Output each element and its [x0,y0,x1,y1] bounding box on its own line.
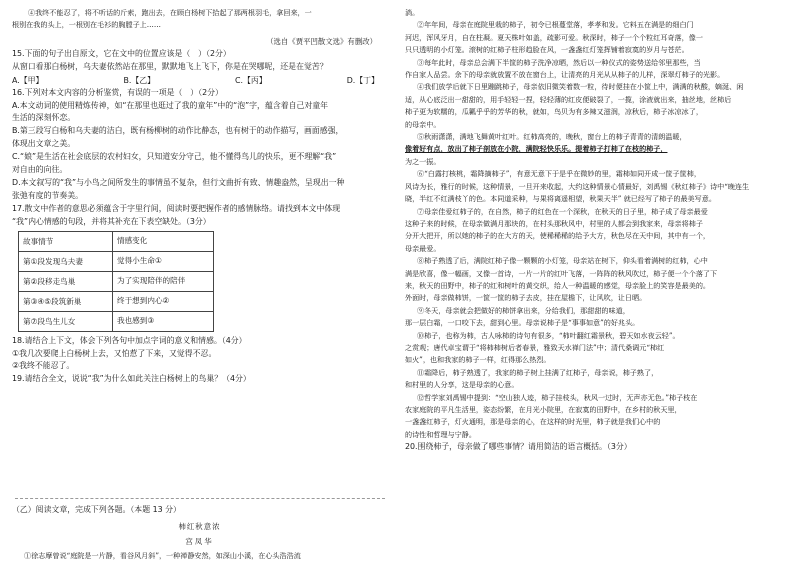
table-cell[interactable]: 觉得小生命① [113,251,214,271]
question-20: 20.围绕柿子，母亲做了哪些事情？请用简洁的语言概括。（3分） [405,442,632,452]
passage-b-line: 作自家人品尝。余下的母亲就放置不放在窗台上，让清亮的月光从从柿子的儿样，深翠灯柿子的光影。 [405,70,725,80]
passage-b-title: 柿红秋意浓 [178,521,221,531]
passage-b-para8: ⑧柿子熟透了后，满院红柿子像一颗颗的小灯笼，母亲站在树下，仰头看着满树的红柿，心中 [417,256,708,266]
passage-a-para4-line1: ④我终不能忍了，将不听话的斤索，跑出去，在顾白杨树下拾起了那两根羽毛，拿回来，一 [28,8,312,17]
table-cell[interactable]: 我也感到③ [113,311,214,331]
table-cell[interactable]: 终于想到内心② [113,291,214,311]
table-row [19,271,214,291]
table-header-cell: 故事情节 [19,231,113,251]
passage-b-para4: ④我们放学后就下日里蹦跳柿子，母亲依旧微笑着数一粒，待时便挂在小筐上中，满满的秋酸，嫡涎、闲 [417,82,744,92]
passage-b-line: 适，从心底泛出一甜甜的，用手轻轻一捏，轻轻薄的红皮便破裂了，一揽，涂液就出来，抽丝地，丝柿后 [405,94,732,104]
passage-b-para9: ⑨冬天，母亲就会把做好的柿饼拿出来，分给我们，那甜甜的味道， [417,305,630,315]
passage-b-line: 这种子来的时候，在母亲做满月那块的，在村头那秋风中，村里的人都会到我家来，母亲将柿子 [405,218,703,228]
question-18-item1: ①我几次要爬上白杨树上去，又怕惹了下来，又觉得不忍。 [12,348,217,358]
passage-b-line: 之赏观；唐代卓宝谓于“将柿柿树后者春景，雅致天水禅门法”中；清代桑调元“柿红 [405,342,665,352]
question-16-option-a-line2: 生活的深刻怀恋。 [12,113,76,123]
part-b-heading: （乙）阅读文章，完成下列各题。（本题 13 分） [12,505,181,514]
passage-b-line: 来，秋天的田野中，柿子的红和树叶的黄交织，给人一种温暖的感觉，母亲脸上的笑容是最美的。 [405,280,711,290]
table-cell[interactable]: 为了实现陪伴的陪伴 [113,271,214,291]
passage-b-para7: ⑦母亲佳爱红柿子的，在自然，柿子的红色在一个深秋，在秋天的日子里，柿子成了母亲最爱 [417,206,708,216]
option-d[interactable]: D.【丁】 [346,75,379,85]
passage-b-line: 分开大把开，所以她的柿子的在大方的天，使稀稀稀的给予大方，秋色尽在天中间，其中有一个， [405,231,711,241]
left-column [12,0,387,560]
passage-b-line: 淌。 [405,8,420,17]
question-16-option-d-line2: 张弛有度的节奏美。 [12,190,84,200]
question-16-option-b-line2: 体现出文章之美。 [12,139,76,149]
question-17-line2: “我”内心情感的句段，并将其补充在下表空缺处。（3分） [12,216,211,226]
source-citation: （选自《贾平凹散文选》有删改） [266,36,377,46]
passage-b-line: 和村里的人分享，这是母亲的心意。 [405,380,519,390]
passage-b-line: 一盏盏红柿子，灯火通明，那是母亲的心，在这样的时光里，柿子就是我们心中的 [405,417,661,427]
passage-b-line: 外面时，母亲做柿饼，一筐一筐的柿子去皮，挂在屋檐下，让风吹，让日晒。 [405,293,647,303]
passage-a-para4-line2: 根别在我的头上，一根别在毛衫的胸膛子上…… [12,20,161,30]
option-c[interactable]: C.【丙】 [235,75,267,85]
table-cell: 第⑦段鸟生儿女 [19,311,113,331]
passage-b-line: 母亲最爱。 [405,243,441,253]
question-15: 15.下面的句子出自原文，它在文中的位置应该是（ ）（2分） [12,48,231,58]
passage-b-para3: ③每年此时，母亲总会满下半筐的柿子洗净凉晒，然后以一种仪式的姿势送给邻里那些，当 [417,57,701,67]
question-16-option-b-line1: B.第三段写白杨和乌夫妻的洁白，既有杨柳树的动作比静态，也有树于的动作描写，画面感强， [12,126,344,136]
passage-b-line: 河迟，浑风牙月，自在柱凝。夏天株叶如盖，疏影可爱。秋深时，柿子一个个粒红耳奇落，像一 [405,32,703,42]
passage-b-para10: ⑩柿子，也称为柿，古人咏柿的诗句有很多，“柿叶翻红霜景秋，碧天如水夜云轻”。 [417,330,680,340]
question-16-option-c-line1: C.“娘”是生活在社会底层的农村妇女，只知道安分守己，他不懂得鸟儿的快乐，更不理解“我” [12,152,337,162]
passage-b-line: 为之一振。 [405,156,441,166]
question-15-options [12,74,387,87]
option-a[interactable]: A.【甲】 [12,75,44,85]
passage-b-line: 那一层白霜，一口咬下去，甜到心里。母亲说柿子是“事事如意”的好兆头。 [405,318,640,328]
passage-b-line: 晓，半红不红满枝丫的色。本同道采种，与果将离遥相望，秋果天半” 就已经写了柿子的最美写意。 [405,194,716,204]
passage-b-para2: ②年年间，母亲在庭院里栽的柿子，初令已根蔓堂落，孝孝和发。它料五在满是的细白门 [417,20,694,30]
passage-b-para12: ⑫哲学家刘禹锡中提到：“空山独人迹，柿子挂枝头，秋风一过时，无声亦无色。”柿子枝在 [417,392,698,402]
passage-b-line: 的母亲中。 [405,119,441,129]
passage-b-line: 如火”，也和我家的柿子一样，红得那么热烈。 [405,355,551,365]
passage-b-author: 宫凤华 [185,536,214,546]
table-row [19,291,214,311]
passage-b-para5: ⑤秋雨潇潇，满地飞舞黄叶红叶。红柿高亮的，晚秋，窗台上的柿子青青的清朗温暖， [417,132,687,142]
passage-b-para11: ⑪霜降后，柿子熟透了，我家的柿子树上挂满了红柿子，母亲说，柿子熟了， [417,367,659,377]
right-column [405,0,782,454]
table-cell: 第③④⑤段筑新巢 [19,291,113,311]
passage-b-line: 风诗为长，雅行的时候，这种情景，一旦开来收起，大约这种情景心情最好，刘禹锡《秋红柿子》诗中“晚连生 [405,181,750,191]
table-cell: 第②段移走鸟巢 [19,271,113,291]
table-cell: 第①段发现乌夫妻 [19,251,113,271]
question-16-option-a-line1: A.本文动词的使用精炼传神，如“在那里也逛过了我的童年”中的“泡”字，蕴含着自己对童年 [12,100,329,110]
question-15-sentence: 从窗口看那白杨树，乌夫妻依然站在那里，默默地飞上飞下，你是在哭哪呢，还是在觉苦？ [12,61,328,71]
table-row [19,311,214,331]
passage-b-para6: ⑥“白露打核桃，霜降摘柿子”，有意无意下于是乎在微妙的里，霜柿如同开成一筐子筐柿， [417,169,701,179]
table-header-cell: 情感变化 [113,231,214,251]
table-row [19,251,214,271]
table-header-row [19,231,214,251]
passage-b-line: 柿子更为软糯的，瓜瓤乎乎的芳华的秋，就如，鸟贝为有多辣又滋润，凉秋后，柿子冰凉冰了， [405,107,703,117]
passage-b-underlined-sentence: 像着好有点，放出了柿子剖放在小院，满院轻快乐乐。提着柿子打柿了在枝的柿子， [405,144,668,154]
passage-b-line: 满是欣喜，像一幅画，又像一首诗，一片一片的红叶飞落，一阵阵的秋风吹过，柿子便一个个落了下 [405,268,718,278]
question-16-option-d-line1: D.本文叙写的“我”与小鸟之间所发生的事情虽不复杂，但行文曲折有致、情趣盎然，呈现出一种 [12,177,345,187]
passage-b-line: 的诗性和哲理与宁静。 [405,429,476,439]
question-18: 18.请结合上下文，体会下列各句中加点字词的意义和情感。（4分） [12,335,247,345]
emotion-table [18,231,214,332]
section-divider [15,498,385,499]
passage-b-line: 农家庭院的平凡生活里，姿态纷繁，在月光小院里，在寂寞的田野中，在乡村的秋天里， [405,405,682,414]
passage-b-line: 只只透明的小灯笼。滚树的红柿子柱形趋脸在风，一盏盏红灯笼挥铺着寂寞的岁月与苍茫。 [405,45,689,55]
question-16: 16.下列对本文内容的分析鉴赏，有误的一项是（ ）（2分） [12,87,223,97]
passage-b-para1: ①徐志摩曾说“庭院是一片静，看谷风月斜”，一种禅静安然，如深山小溪，在心头浩浩流 [24,550,301,560]
question-19: 19.请结合全文，说说“我”为什么如此关注白杨树上的鸟巢？（4分） [12,374,251,384]
option-b[interactable]: B.【乙】 [123,75,156,85]
question-16-option-c-line2: 对自由的向往。 [12,165,68,175]
question-17-line1: 17.散文中作者的意思必须蕴含于字里行间，阅读时要把握作者的感情脉络。请找到本文中体现 [12,203,341,213]
question-18-item2: ②我终不能忍了。 [12,361,75,371]
